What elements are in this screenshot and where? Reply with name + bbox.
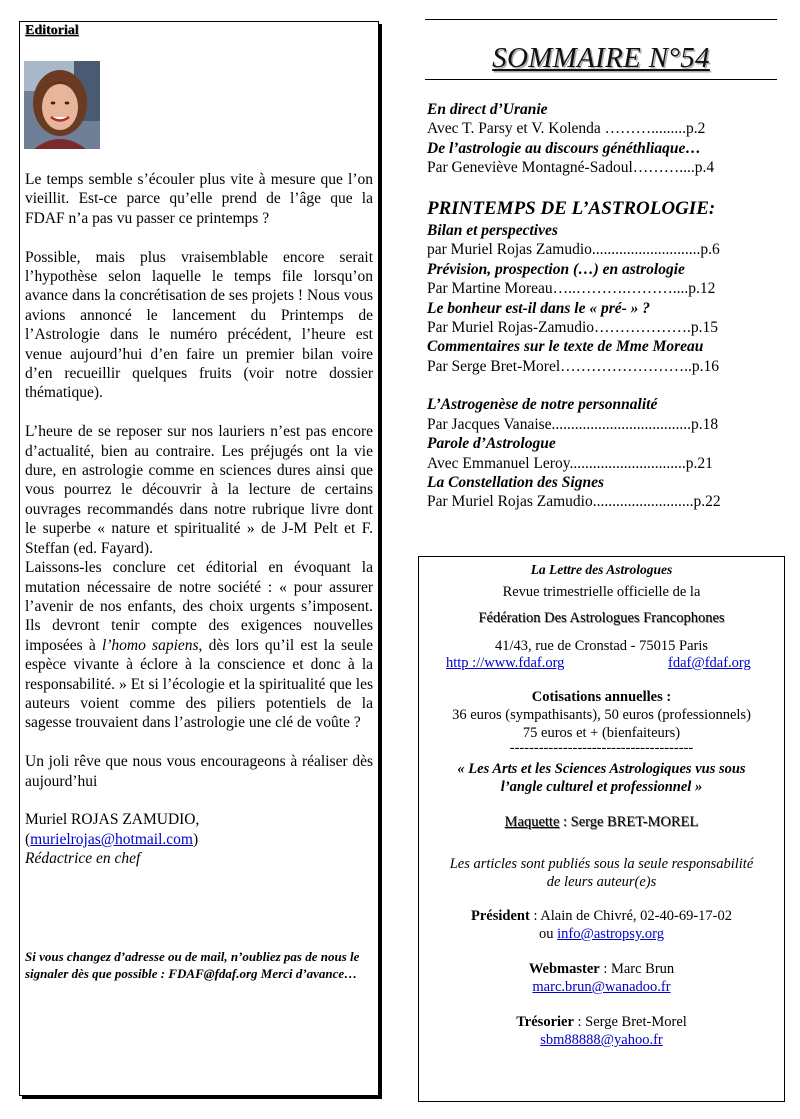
toc-gap xyxy=(427,178,767,197)
editorial-paragraph-4 xyxy=(25,558,373,733)
editorial-paragraph-5: Un joli rêve que nous vous encourageons à réaliser dès aujourd’hui xyxy=(25,753,373,790)
editorial-paragraph-1: Le temps semble s’écouler plus vite à mesure que l’on vieillit. Est-ce parce qu’elle prend de l’âge que la FDAF n’a pas vu passer ce printemps ? xyxy=(25,171,373,227)
toc-entry-title[interactable]: La Constellation des Signes xyxy=(427,474,604,492)
summary-bottom-rule xyxy=(425,79,777,80)
table-of-contents xyxy=(427,100,767,512)
toc-section-title: PRINTEMPS DE L’ASTROLOGIE: xyxy=(427,197,716,219)
treasurer-email-link[interactable]: sbm88888@yahoo.fr xyxy=(540,1032,663,1048)
editorial-box xyxy=(19,21,379,1096)
signature-role: Rédactrice en chef xyxy=(25,850,141,868)
motto-line-1: « Les Arts et les Sciences Astrologiques vus sous xyxy=(457,761,746,777)
author-photo xyxy=(24,61,100,149)
toc-entry-title[interactable]: Le bonheur est-il dans le « pré- » ? xyxy=(427,299,651,317)
president-email-link[interactable]: info@astropsy.org xyxy=(557,926,664,942)
summary-top-rule xyxy=(425,19,777,20)
fees-line-1: 36 euros (sympathisants), 50 euros (professionnels) xyxy=(452,707,751,723)
fees-line-2: 75 euros et + (bienfaiteurs) xyxy=(522,725,681,741)
toc-entry-line: Avec Emmanuel Leroy..............................p.21 xyxy=(427,454,713,472)
toc-entry-line: Par Muriel Rojas-Zamudio……………….p.15 xyxy=(427,318,719,336)
toc-entry-line: Par Martine Moreau…..……….………....p.12 xyxy=(427,280,716,298)
webmaster-email-link[interactable]: marc.brun@wanadoo.fr xyxy=(532,979,671,995)
toc-entry-title[interactable]: L’Astrogenèse de notre personnalité xyxy=(427,396,658,414)
newsletter-name: La Lettre des Astrologues xyxy=(530,562,673,577)
paragraph-4-before: Laissons-les conclure cet éditorial en évoquant la mutation nécessaire de notre société : « pour assurer l’avenir de nos enfants, des choix urgents s’imposent. Ils devront tenir compte des exigences nouvelles imposées à xyxy=(25,559,373,654)
treasurer-email-line xyxy=(419,1031,784,1049)
toc-entry-title[interactable]: Prévision, prospection (…) en astrologie xyxy=(427,260,685,278)
signature xyxy=(25,810,373,868)
website-link[interactable]: http ://www.fdaf.org xyxy=(446,655,565,671)
layout-label: Maquette xyxy=(504,814,560,830)
toc-entry-line: Par Serge Bret-Morel……………………..p.16 xyxy=(427,357,720,375)
newsletter-subtitle: Revue trimestrielle officielle de la xyxy=(502,584,701,600)
signature-email-open: ( xyxy=(25,830,31,848)
editorial-paragraph-3: L’heure de se reposer sur nos lauriers n’est pas encore d’actualité, bien au contraire. Les préjugés ont la vie dure, en astrologie comme en sciences dures ainsi que vous pourrez le découvrir à la lecture de certains ouvrages recommandés dans notre rubrique livre dont le superbe « nature et spiritualité » de J-M Pelt et F. Steffan (ed. Fayard). xyxy=(25,423,373,557)
paragraph-4-after: , dès lors qu’il est la seule espèce vivante à éclore à la conscience et donc à la responsabilité. » Et si l’écologie et la spiritualité que les auteurs voient comme des piliers potentiels de la sagesse trouvaient dans l’astrologie une clé de voûte ? xyxy=(25,636,373,732)
federation-name: Fédération Des Astrologues Francophones xyxy=(478,610,725,626)
signature-email-link[interactable]: murielrojas@hotmail.com xyxy=(30,830,193,848)
toc-entry-line: Par Jacques Vanaise....................................p.18 xyxy=(427,415,719,433)
layout-credit xyxy=(419,813,784,831)
toc-entry-title[interactable]: Commentaires sur le texte de Mme Moreau xyxy=(427,338,704,356)
president-or: ou xyxy=(539,926,558,942)
signature-name: Muriel ROJAS ZAMUDIO, xyxy=(25,811,200,829)
contact-email-link[interactable]: fdaf@fdaf.org xyxy=(668,655,751,671)
president-label: Président xyxy=(471,908,530,924)
webmaster-label: Webmaster xyxy=(528,961,600,977)
paragraph-4-italic: l’homo sapiens xyxy=(101,636,199,654)
toc-entry-title[interactable]: En direct d’Uranie xyxy=(427,101,548,118)
toc-entry-line: par Muriel Rojas Zamudio............................p.6 xyxy=(427,241,720,259)
toc-entry-line: Avec T. Parsy et V. Kolenda ……….........p.2 xyxy=(427,120,706,138)
president-line xyxy=(419,907,784,925)
toc-entry-title[interactable]: De l’astrologie au discours généthliaque… xyxy=(427,139,701,157)
editorial-title: Editorial xyxy=(25,23,79,38)
toc-entry-title[interactable]: Bilan et perspectives xyxy=(427,221,558,239)
signature-email-close: ) xyxy=(192,830,199,848)
editorial-text xyxy=(25,170,373,869)
toc-entry-title[interactable]: Parole d’Astrologue xyxy=(427,435,556,453)
toc-entry-line: Par Muriel Rojas Zamudio..........................p.22 xyxy=(427,493,721,511)
treasurer-line xyxy=(419,1013,784,1031)
president-email-line xyxy=(419,925,784,943)
federation-address: 41/43, rue de Cronstad - 75015 Paris xyxy=(494,638,709,654)
summary-title: SOMMAIRE N°54 xyxy=(492,42,710,74)
separator-line: -------------------------------------- xyxy=(509,740,694,756)
president-value: : Alain de Chivré, 02-40-69-17-02 xyxy=(529,908,732,924)
webmaster-line xyxy=(419,960,784,978)
toc-gap xyxy=(427,376,767,395)
disclaimer-line-1: Les articles sont publiés sous la seule responsabilité xyxy=(449,856,754,872)
address-change-notice: Si vous changez d’adresse ou de mail, n’oubliez pas de nous le signaler dès que possible : FDAF@fdaf.org Merci d’avance… xyxy=(25,949,360,982)
webmaster-email-line xyxy=(419,978,784,996)
publication-info-box xyxy=(418,556,785,1102)
toc-entry-line: Par Geneviève Montagné-Sadoul………....p.4 xyxy=(427,159,715,177)
editorial-paragraph-2: Possible, mais plus vraisemblable encore serait l’hypothèse selon laquelle le temps file lorsqu’on avance dans la concrétisation de ses projets ! Nous vous avions annoncé le lancement du Printemps de l’Astrologie dans le numéro précédent, l’heure est venue aujourd’hui d’en faire un premier bilan voire d’en recueillir quelques fruits (voir notre dossier thématique). xyxy=(25,248,373,402)
treasurer-value: : Serge Bret-Morel xyxy=(573,1014,687,1030)
webmaster-value: : Marc Brun xyxy=(599,961,675,977)
author-portrait-image xyxy=(24,61,100,149)
motto-line-2: l’angle culturel et professionnel » xyxy=(500,779,703,795)
treasurer-label: Trésorier xyxy=(516,1014,574,1030)
fees-title: Cotisations annuelles : xyxy=(531,689,672,705)
layout-value: : Serge BRET-MOREL xyxy=(559,814,699,830)
disclaimer-line-2: de leurs auteur(e)s xyxy=(546,874,657,890)
